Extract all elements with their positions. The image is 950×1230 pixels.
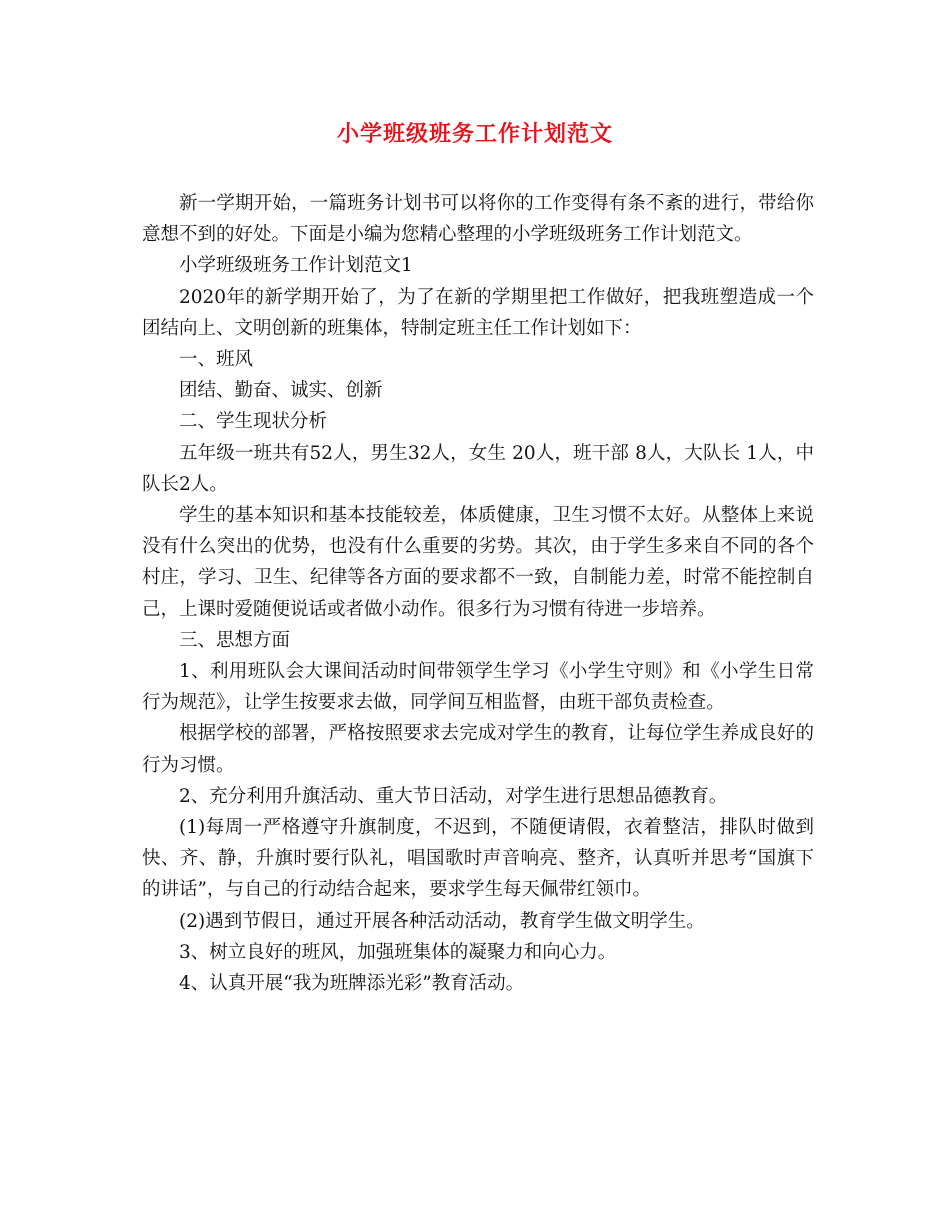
section-heading-ideology: 三、思想方面 [179,629,291,651]
paragraph-new-term: 2020年的新学期开始了，为了在新的学期里把工作做好，把我班塑造成一个团结向上、文明创新的班集体，特制定班主任工作计划如下： [142,286,814,339]
paragraph-student-count: 五年级一班共有52人，男生32人，女生 20人，班干部 8人，大队长 1人，中队长2人。 [142,442,814,495]
section-heading-class-style: 一、班风 [179,349,254,371]
paragraph-item-1: 1、利用班队会大课间活动时间带领学生学习《小学生守则》和《小学生日常行为规范》，让学生按要求去做，同学间互相监督，由班干部负责检查。 [142,661,814,714]
paragraph-school-deployment: 根据学校的部署，严格按照要求去完成对学生的教育，让每位学生养成良好的行为习惯。 [142,723,814,776]
paragraph-sample-heading: 小学班级班务工作计划范文1 [179,255,413,277]
paragraph-subitem-2: (2)遇到节假日，通过开展各种活动活动，教育学生做文明学生。 [179,910,705,932]
paragraph-class-motto: 团结、勤奋、诚实、创新 [179,380,383,402]
section-heading-student-analysis: 二、学生现状分析 [179,411,328,433]
paragraph-student-condition: 学生的基本知识和基本技能较差，体质健康，卫生习惯不太好。从整体上来说没有什么突出的优势，也没有什么重要的劣势。其次，由于学生多来自不同的各个村庄，学习、卫生、纪律等各方面的要求都不一致，自制能力差，时常不能控制自己，上课时爱随便说话或者做小动作。很多行为习惯有待进一步培养。 [142,505,814,620]
paragraph-subitem-1: (1)每周一严格遵守升旗制度，不迟到，不随便请假，衣着整洁，排队时做到快、齐、静，升旗时要行队礼，唱国歌时声音响亮、整齐，认真听并思考“国旗下的讲话”，与自己的行动结合起来，要求学生每天佩带红领巾。 [142,817,814,901]
document-body [142,188,814,999]
document-title: 小学班级班务工作计划范文 [336,121,613,147]
paragraph-intro: 新一学期开始，一篇班务计划书可以将你的工作变得有条不紊的进行，带给你意想不到的好处。下面是小编为您精心整理的小学班级班务工作计划范文。 [142,193,814,246]
paragraph-item-4: 4、认真开展“我为班牌添光彩”教育活动。 [179,973,525,995]
paragraph-item-3: 3、树立良好的班风，加强班集体的凝聚力和向心力。 [179,941,617,963]
paragraph-item-2: 2、充分利用升旗活动、重大节日活动，对学生进行思想品德教育。 [179,785,728,807]
